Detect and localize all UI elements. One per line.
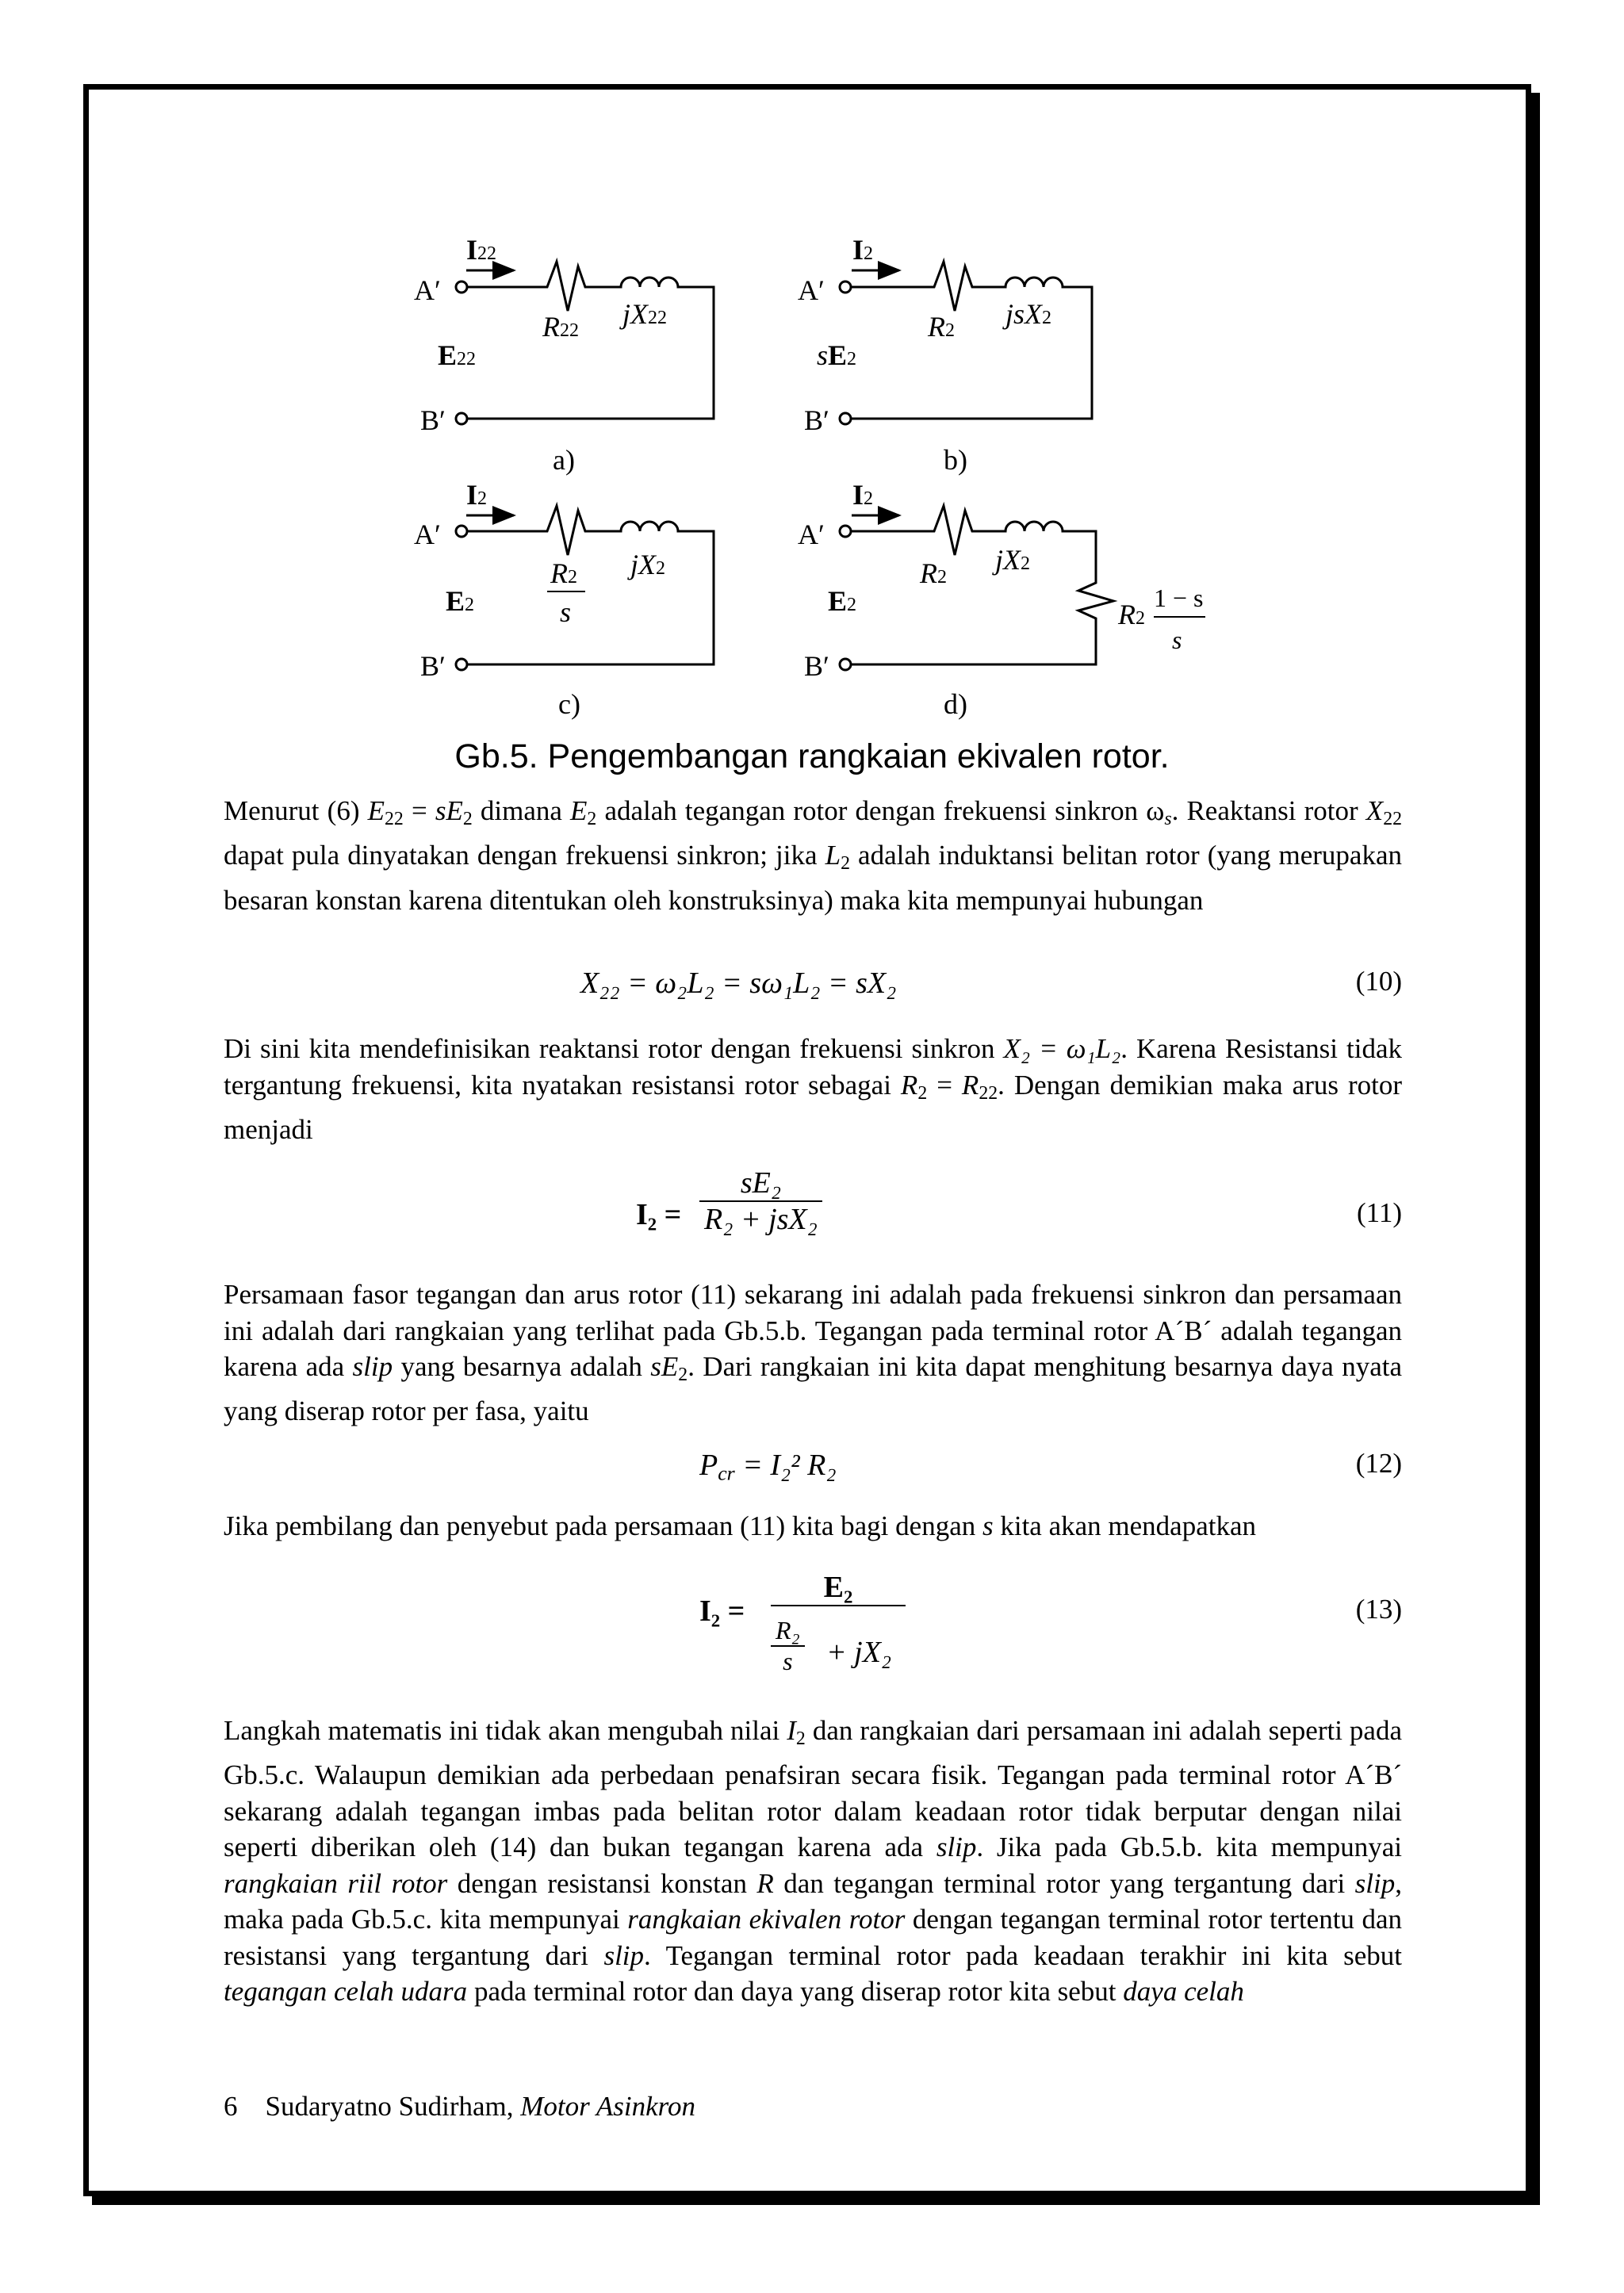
terminal-a: A′ (414, 274, 441, 306)
resistor-label: R2 (920, 557, 947, 589)
equation-11 (224, 1166, 1402, 1269)
panel-label-d: d) (944, 688, 967, 720)
inductor-label: jX22 (622, 298, 667, 330)
resistor-label: R2 (928, 311, 955, 343)
equation-11-lhs: I₂ = (636, 1198, 682, 1231)
inductor-label: jsX2 (1005, 298, 1052, 330)
current-label: I22 (466, 234, 497, 266)
footer-author: Sudaryatno Sudirham, (265, 2091, 521, 2122)
paragraph-1: Menurut (6) $E_{22} = sE_2$ dimana $E_2$ adalah tegangan rotor dengan frekuensi sinkron $\omega_s$. Reaktansi rotor $X_{22}$ dapat pula dinyatakan dengan frekuensi sinkron; jika $L_2$ adalah induktansi belitan rotor (yang merupakan besaran konstan karena ditentukan oleh konstruksinya) maka kita mempunyai hubungan (224, 795, 1402, 916)
current-label: I2 (852, 234, 874, 266)
panel-label-a: a) (553, 444, 575, 476)
terminal-b: B′ (804, 650, 829, 682)
source-label: sE2 (817, 339, 857, 371)
circuit-c (414, 479, 714, 720)
load-den: s (1172, 626, 1182, 654)
paragraph-5: Langkah matematis ini tidak akan mengubah nilai $I_2$ dan rangkaian dari persamaan ini adalah seperti pada Gb.5.c. Walaupun demikian ada perbedaan penafsiran secara fisik. Tegangan pada terminal rotor A´B´ sekarang adalah tegangan imbas pada belitan rotor dalam keadaan rotor tidak berputar dengan nilai seperti diberikan oleh (14) dan bukan tegangan karena ada slip. Jika pada Gb.5.b. kita mempunyai rangkaian riil rotor dengan resistansi konstan R dan tegangan terminal rotor yang tergantung dari slip, maka pada Gb.5.c. kita mempunyai rangkaian ekivalen rotor dengan tegangan terminal rotor tertentu dan resistansi yang tergantung dari slip. Tegangan terminal rotor pada keadaan terakhir ini kita sebut tegangan celah udara pada terminal rotor dan daya yang diserap rotor kita sebut daya celah (224, 1715, 1402, 2008)
paragraph-2: Di sini kita mendefinisikan reaktansi rotor dengan frekuensi sinkron X₂ = ω₁L₂. Karena Resistansi tidak tergantung frekuensi, kita nyatakan resistansi rotor sebagai $R_2 = R_{22}$. Dengan demikian maka arus rotor menjadi (224, 1033, 1402, 1145)
circuit-a (414, 234, 714, 476)
source-label: E2 (828, 585, 857, 617)
terminal-b: B′ (420, 404, 446, 436)
source-label: E22 (438, 339, 477, 371)
terminal-a: A′ (414, 519, 441, 550)
footer-book: Motor Asinkron (520, 2091, 695, 2122)
inductor-label: jX2 (995, 544, 1030, 576)
page-number: 6 (224, 2091, 238, 2122)
equation-11-number: (11) (1356, 1197, 1402, 1228)
terminal-a: A′ (798, 519, 825, 550)
current-label: I2 (466, 479, 488, 511)
current-label: I2 (852, 479, 874, 511)
equation-12: $P_{cr} = I_2^2$ R₂ (12) (699, 1448, 1402, 1485)
load-label: R2 (1118, 599, 1145, 630)
paragraph-4: Jika pembilang dan penyebut pada persamaan (11) kita bagi dengan s kita akan mendapatkan (224, 1510, 1256, 1541)
figure-gb5 (0, 0, 1624, 801)
circuit-b (798, 234, 1092, 476)
terminal-b: B′ (804, 404, 829, 436)
equation-13-num: E₂ (771, 1570, 906, 1606)
equation-10-expr: X₂₂ = ω₂L₂ = sω₁L₂ = sX₂ (580, 967, 897, 1000)
equation-13-number: (13) (1355, 1594, 1402, 1625)
figure-caption: Gb.5. Pengembangan rangkaian ekivalen rotor. (454, 737, 1170, 775)
equation-13-lhs: I₂ = (699, 1594, 745, 1628)
equation-13-den-rest: + jX₂ (826, 1636, 892, 1669)
load-num: 1 − s (1154, 584, 1204, 612)
resistor-label: R22 (542, 311, 579, 343)
equation-13 (224, 1570, 1402, 1689)
terminal-a: A′ (798, 274, 825, 306)
equation-13-den-frac: $\frac{\text{R₂}}{s}$ (771, 1616, 805, 1676)
equation-10 (224, 966, 1402, 1013)
source-label: E2 (446, 585, 475, 617)
page-footer (224, 2091, 695, 2123)
terminal-b: B′ (420, 650, 446, 682)
circuit-diagrams (0, 0, 1624, 801)
inductor-label: jX2 (630, 549, 665, 580)
resistor-den: s (560, 596, 572, 628)
equation-10-number: (10) (1355, 966, 1402, 997)
equation-12-number: (12) (1355, 1448, 1402, 1479)
resistor-num: R2 (550, 557, 577, 589)
circuit-d (798, 479, 1205, 720)
panel-label-c: c) (558, 688, 580, 720)
panel-label-b: b) (944, 444, 967, 476)
equation-11-fraction: sE₂ R₂ + jsX₂ (699, 1166, 822, 1237)
paragraph-3: Persamaan fasor tegangan dan arus rotor (11) sekarang ini adalah pada frekuensi sinkron dan persamaan ini adalah dari rangkaian yang terlihat pada Gb.5.b. Tegangan pada terminal rotor A´B´ adalah tegangan karena ada slip yang besarnya adalah $sE_2$. Dari rangkaian ini kita dapat menghitung besarnya daya nyata yang diserap rotor per fasa, yaitu (224, 1279, 1402, 1427)
